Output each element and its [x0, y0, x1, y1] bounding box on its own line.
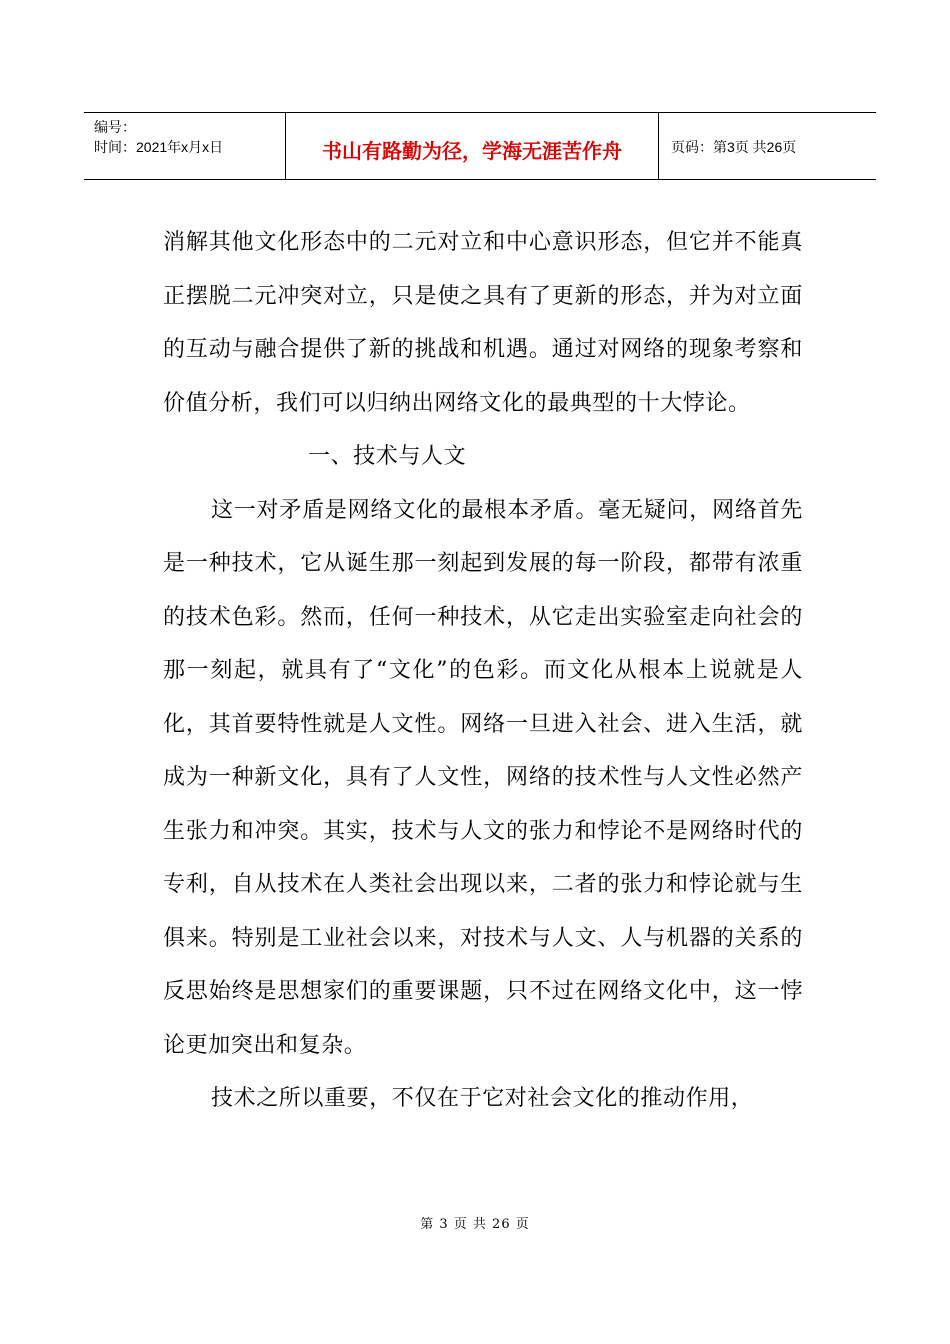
header-meta-cell	[84, 113, 286, 179]
date-line: 时间：2021年x月x日	[94, 139, 224, 155]
page-footer: 第 3 页 共 26 页	[420, 1217, 530, 1232]
document-body	[163, 216, 803, 1126]
section-heading: 一、技术与人文	[308, 444, 467, 469]
document-header	[84, 112, 876, 180]
header-motto: 书山有路勤为径，学海无涯苦作舟	[286, 113, 659, 179]
header-page-info: 页码：第3页 共26页	[671, 139, 797, 155]
serial-number-label: 编号：	[94, 119, 136, 135]
paragraph-continuation: 消解其他文化形态中的二元对立和中心意识形态，但它并不能真正摆脱二元冲突对立，只是使之具有了更新的形态，并为对立面的互动与融合提供了新的挑战和机遇。通过对网络的现象考察和价值分析，我们可以归纳出网络文化的最典型的十大悖论。	[163, 230, 803, 416]
paragraph: 这一对矛盾是网络文化的最根本矛盾。毫无疑问，网络首先是一种技术，它从诞生那一刻起到发展的每一阶段，都带有浓重的技术色彩。然而，任何一种技术，从它走出实验室走向社会的那一刻起，就具有了“文化”的色彩。而文化从根本上说就是人化，其首要特性就是人文性。网络一旦进入社会、进入生活，就成为一种新文化，具有了人文性，网络的技术性与人文性必然产生张力和冲突。其实，技术与人文的张力和悖论不是网络时代的专利，自从技术在人类社会出现以来，二者的张力和悖论就与生俱来。特别是工业社会以来，对技术与人文、人与机器的关系的反思始终是思想家们的重要课题，只不过在网络文化中，这一悖论更加突出和复杂。	[163, 497, 803, 1058]
paragraph: 技术之所以重要，不仅在于它对社会文化的推动作用，	[211, 1086, 754, 1111]
